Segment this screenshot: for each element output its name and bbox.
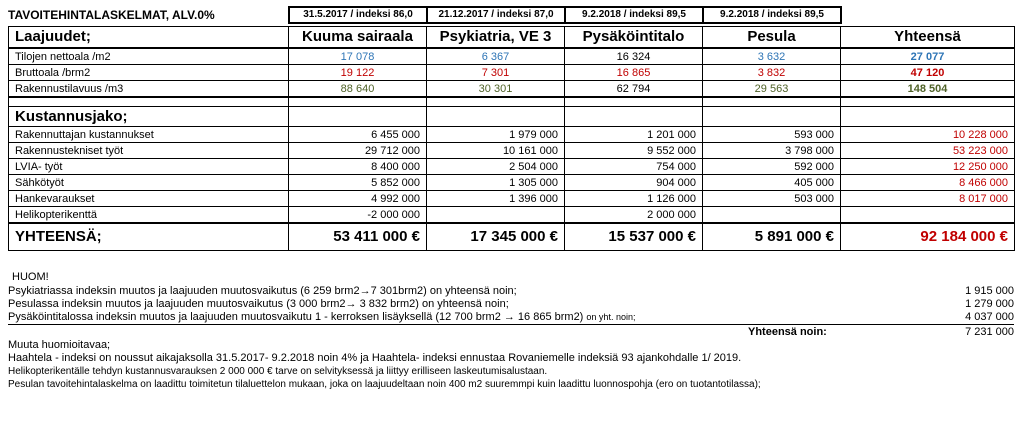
note-line: [8, 298, 1014, 311]
note-line: [8, 285, 1014, 298]
col-header: Kuuma sairaala: [289, 27, 427, 49]
row-label: Helikopterikenttä: [9, 207, 289, 224]
cell: 29 712 000: [289, 143, 427, 159]
sheet-title: TAVOITEHINTALASKELMAT, ALV.0%: [8, 8, 215, 22]
cell: 16 324: [565, 48, 703, 65]
col-header: Pysäköintitalo: [565, 27, 703, 49]
header-label: Laajuudet;: [9, 27, 289, 49]
row-label: Rakennuttajan kustannukset: [9, 127, 289, 143]
section-row: [9, 107, 1015, 127]
cell: 10 228 000: [841, 127, 1015, 143]
table-row: [9, 81, 1015, 98]
cell: 8 400 000: [289, 159, 427, 175]
note-value: 1 279 000: [965, 298, 1014, 310]
total-cell: 92 184 000 €: [841, 223, 1015, 251]
total-cell: 15 537 000 €: [565, 223, 703, 251]
total-cell: 53 411 000 €: [289, 223, 427, 251]
cell: 30 301: [427, 81, 565, 98]
total-cell: 5 891 000 €: [703, 223, 841, 251]
row-label: LVIA- työt: [9, 159, 289, 175]
cell: 503 000: [703, 191, 841, 207]
row-label: Tilojen nettoala /m2: [9, 48, 289, 65]
date-header-box: [288, 6, 842, 24]
table-row: [9, 65, 1015, 81]
note-text: Psykiatriassa indeksin muutos ja laajuuden muutosvaikutus (6 259 brm2→7 301brm2) on yhteensä noin;: [8, 285, 517, 297]
cell: 593 000: [703, 127, 841, 143]
cell: 62 794: [565, 81, 703, 98]
table-row: [9, 48, 1015, 65]
table-row: [9, 143, 1015, 159]
cell: 6 455 000: [289, 127, 427, 143]
cell: 3 798 000: [703, 143, 841, 159]
cell: 27 077: [841, 48, 1015, 65]
other-note: Helikopterikentälle tehdyn kustannusvarauksen 2 000 000 € tarve on selvityksessä ja liittyy erilliseen laskeutumisalustaan.: [8, 366, 548, 377]
note-text: Pesulassa indeksin muutos ja laajuuden muutosvaikutus (3 000 brm2→ 3 832 brm2) on yhteensä noin;: [8, 298, 509, 310]
cell: [703, 207, 841, 224]
table-row: [9, 207, 1015, 224]
notes-heading: HUOM!: [12, 271, 49, 283]
note-text: Pysäköintitalossa indeksin muutos ja laajuuden muutosvaikutu 1 - kerroksen lisäyksellä (12 700 brm2 → 16 865 brm2): [8, 311, 584, 323]
cell: [841, 207, 1015, 224]
cell: 4 992 000: [289, 191, 427, 207]
cell: 1 979 000: [427, 127, 565, 143]
cell: [427, 207, 565, 224]
cell: 2 000 000: [565, 207, 703, 224]
header-row: [9, 27, 1015, 49]
cell: 1 305 000: [427, 175, 565, 191]
cell: 10 161 000: [427, 143, 565, 159]
cell: 405 000: [703, 175, 841, 191]
table-row: [9, 159, 1015, 175]
date-cell-2: 21.12.2017 / indeksi 87,0: [428, 8, 566, 22]
date-cell-3: 9.2.2018 / indeksi 89,5: [566, 8, 704, 22]
cell: 1 396 000: [427, 191, 565, 207]
top-row: [0, 0, 1024, 26]
note-suffix: on yht. noin;: [586, 312, 636, 322]
cell: 592 000: [703, 159, 841, 175]
cell: 53 223 000: [841, 143, 1015, 159]
date-cell-4: 9.2.2018 / indeksi 89,5: [720, 9, 824, 20]
cell: 148 504: [841, 81, 1015, 98]
cell: 88 640: [289, 81, 427, 98]
other-note: Haahtela - indeksi on noussut aikajaksolla 31.5.2017- 9.2.2018 noin 4% ja Haahtela- indeksi ennustaa Rovaniemelle indeksiä 93 ajankohdalle 1/ 2019.: [8, 352, 742, 364]
notes-sum-line: [8, 324, 1014, 339]
notes-section: [8, 270, 1014, 391]
table-row: [9, 127, 1015, 143]
cell: 3 832: [703, 65, 841, 81]
notes-sum-value: 7 231 000: [965, 326, 1014, 338]
note-value: 4 037 000: [965, 311, 1014, 323]
cell: 754 000: [565, 159, 703, 175]
cell: 6 367: [427, 48, 565, 65]
notes-sum-label: Yhteensä noin:: [748, 326, 827, 338]
row-label: Bruttoala /brm2: [9, 65, 289, 81]
row-label: Rakennustekniset työt: [9, 143, 289, 159]
other-heading: Muuta huomioitavaa;: [8, 339, 111, 351]
cell: -2 000 000: [289, 207, 427, 224]
cell: 8 017 000: [841, 191, 1015, 207]
cell: 16 865: [565, 65, 703, 81]
cell: 29 563: [703, 81, 841, 98]
spacer-row: [9, 97, 1015, 107]
cell: 1 201 000: [565, 127, 703, 143]
cell: 7 301: [427, 65, 565, 81]
other-note: Pesulan tavoitehintalaskelma on laadittu toimitetun tilaluettelon mukaan, joka on laajuudeltaan noin 400 m2 suuremmpi kuin laadittu luonnospohja (ero on tuotantotilassa);: [8, 379, 761, 390]
col-header: Psykiatria, VE 3: [427, 27, 565, 49]
total-row: [9, 223, 1015, 251]
note-value: 1 915 000: [965, 285, 1014, 297]
table-row: [9, 191, 1015, 207]
cell: 17 078: [289, 48, 427, 65]
row-label: Rakennustilavuus /m3: [9, 81, 289, 98]
cell: 5 852 000: [289, 175, 427, 191]
row-label: Hankevaraukset: [9, 191, 289, 207]
total-cell: 17 345 000 €: [427, 223, 565, 251]
note-line: [8, 311, 1014, 324]
table-row: [9, 175, 1015, 191]
cell: 1 126 000: [565, 191, 703, 207]
total-label: YHTEENSÄ;: [9, 223, 289, 251]
row-label: Sähkötyöt: [9, 175, 289, 191]
cell: 8 466 000: [841, 175, 1015, 191]
cell: 47 120: [841, 65, 1015, 81]
cell: 9 552 000: [565, 143, 703, 159]
cost-table: [8, 26, 1015, 251]
section-title: Kustannusjako;: [9, 107, 289, 127]
col-header: Pesula: [703, 27, 841, 49]
date-cell-1: 31.5.2017 / indeksi 86,0: [290, 8, 428, 22]
cell: 2 504 000: [427, 159, 565, 175]
cell: 904 000: [565, 175, 703, 191]
cell: 19 122: [289, 65, 427, 81]
cell: 12 250 000: [841, 159, 1015, 175]
cell: 3 632: [703, 48, 841, 65]
col-header: Yhteensä: [841, 27, 1015, 49]
